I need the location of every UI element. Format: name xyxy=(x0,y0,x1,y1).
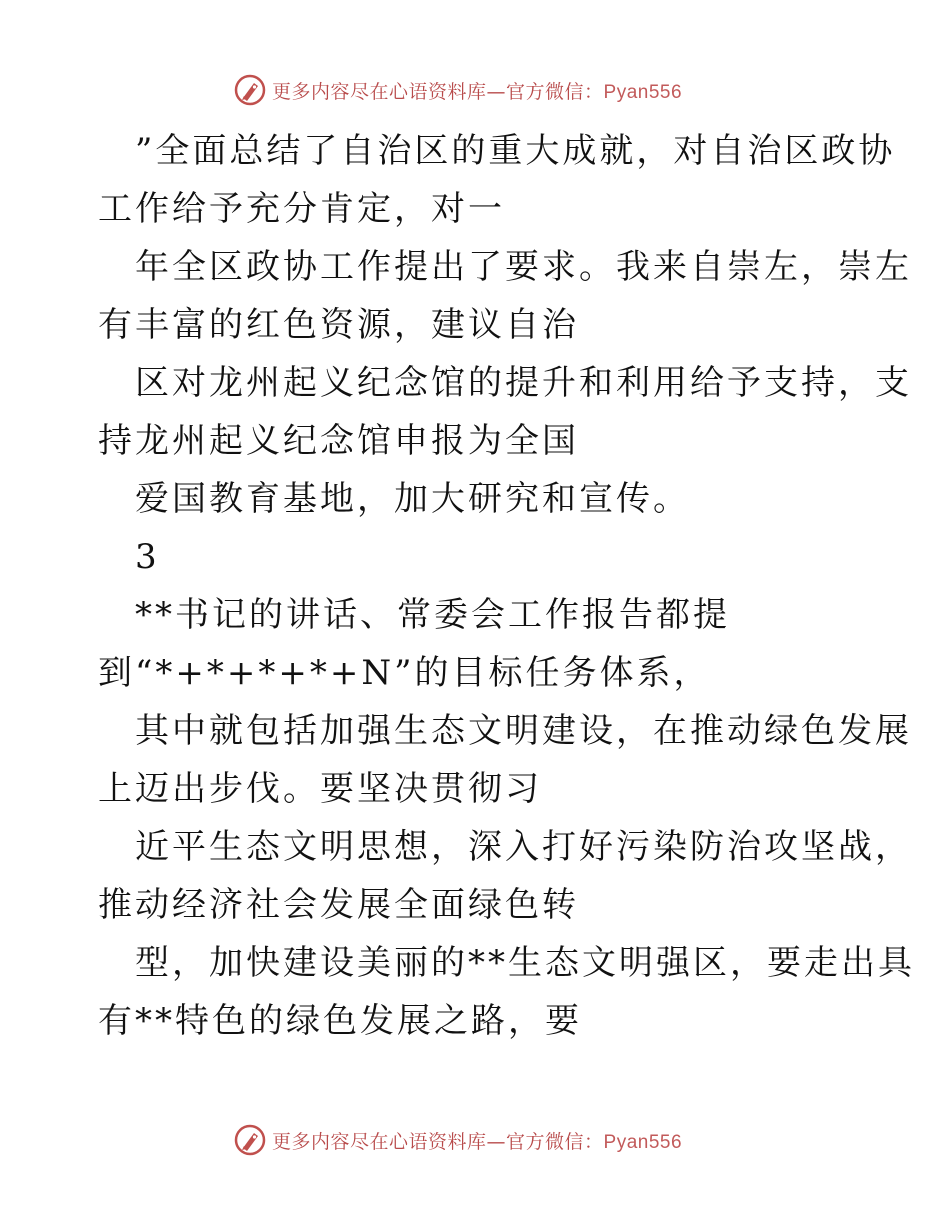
text-line: ”全面总结了自治区的重大成就，对自治区政协 xyxy=(135,131,896,171)
text-line: 近平生态文明思想，深入打好污染防治攻坚战， xyxy=(135,827,912,867)
text-line: 上迈出步伐。要坚决贯彻习 xyxy=(98,769,542,809)
footer-banner xyxy=(0,1120,950,1160)
text-line: 年全区政协工作提出了要求。我来自崇左，崇左 xyxy=(135,247,912,287)
text-line: **书记的讲话、常委会工作报告都提 xyxy=(135,595,730,635)
header-wechat-handle: Pyan556 xyxy=(603,81,683,103)
text-line: 型，加快建设美丽的**生态文明强区，要走出具 xyxy=(135,943,915,983)
header-banner-text: 更多内容尽在心语资料库—官方微信： xyxy=(272,80,604,103)
text-line: 持龙州起义纪念馆申报为全国 xyxy=(98,421,579,461)
text-line: 有**特色的绿色发展之路，要 xyxy=(98,1001,582,1041)
text-line: 其中就包括加强生态文明建设，在推动绿色发展 xyxy=(135,711,912,751)
text-line: 推动经济社会发展全面绿色转 xyxy=(98,885,579,925)
text-line: 工作给予充分肯定，对一 xyxy=(98,189,505,229)
text-line: 到“*+*+*+*+N”的目标任务体系， xyxy=(98,653,711,693)
pen-nib-logo-icon xyxy=(234,74,266,106)
footer-banner-text: 更多内容尽在心语资料库—官方微信： xyxy=(272,1130,604,1153)
footer-wechat-handle: Pyan556 xyxy=(603,1131,683,1153)
header-banner xyxy=(0,70,950,110)
text-line: 3 xyxy=(135,537,160,577)
pen-nib-logo-icon xyxy=(234,1124,266,1156)
text-line: 区对龙州起义纪念馆的提升和利用给予支持，支 xyxy=(135,363,912,403)
text-line: 有丰富的红色资源，建议自治 xyxy=(98,305,579,345)
text-line: 爱国教育基地，加大研究和宣传。 xyxy=(135,479,690,519)
